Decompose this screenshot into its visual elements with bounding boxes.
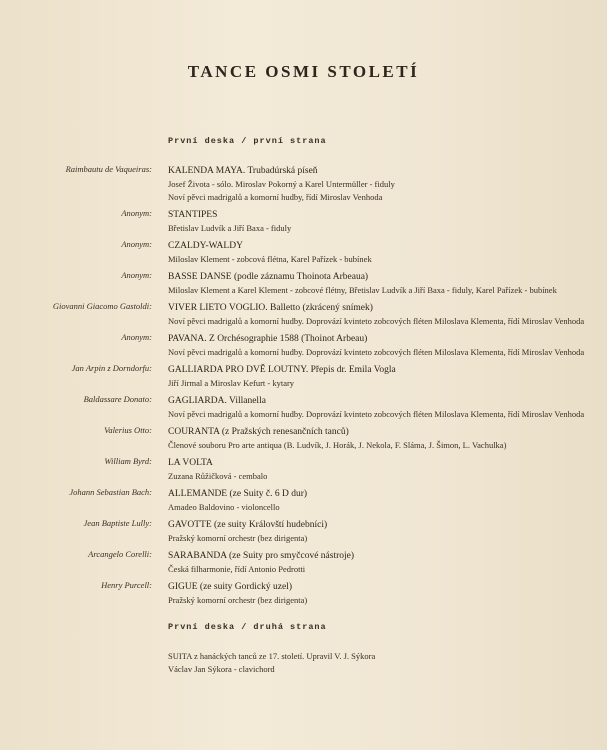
track-entry (0, 301, 607, 328)
track-performers: Noví pěvci madrigalů a komorní hudby. Doprovází kvinteto zobcových fléten Miloslava Klementa, řídí Miroslav Venhoda (168, 347, 585, 357)
track-details (168, 487, 588, 514)
track-work-title: COURANTA (z Pražských renesančních tanců) (168, 427, 349, 437)
track-performers: Noví pěvci madrigalů a komorní hudby, řídí Miroslav Venhoda (168, 192, 383, 202)
track-composer: William Byrd: (104, 456, 152, 466)
track-composer: Jean Baptiste Lully: (83, 518, 152, 528)
track-performers: Noví pěvci madrigalů a komorní hudby. Doprovází kvinteto zobcových fléten Miloslava Klementa, řídí Miroslav Venhoda (168, 316, 585, 326)
track-details (168, 332, 588, 359)
side2-work: SUITA z hanáckých tanců ze 17. století. Upravil V. J. Sýkora (168, 651, 376, 661)
track-composer: Arcangelo Corelli: (88, 549, 152, 559)
track-details (168, 425, 588, 452)
track-performers: Pražský komorní orchestr (bez dirigenta) (168, 533, 308, 543)
track-performers: Členové souboru Pro arte antiqua (B. Ludvík, J. Horák, J. Nekola, F. Sláma, J. Šimon, L. Vachulka) (168, 440, 507, 450)
track-work-title: GIGUE (ze suity Gordický uzel) (168, 582, 292, 592)
track-work-title: LA VOLTA (168, 458, 213, 468)
track-entry (0, 518, 607, 545)
track-composer: Valerius Otto: (104, 425, 152, 435)
track-details (168, 394, 588, 421)
track-entry (0, 394, 607, 421)
track-composer: Anonym: (121, 332, 152, 342)
track-entry (0, 425, 607, 452)
track-composer: Anonym: (121, 208, 152, 218)
track-details (168, 363, 588, 390)
track-performers: Pražský komorní orchestr (bez dirigenta) (168, 595, 308, 605)
track-entry (0, 239, 607, 266)
track-work-title: GALLIARDA PRO DVĚ LOUTNY. Přepis dr. Emila Vogla (168, 365, 396, 375)
track-details (168, 208, 588, 235)
track-composer: Johann Sebastian Bach: (69, 487, 152, 497)
track-performers: Noví pěvci madrigalů a komorní hudby. Doprovází kvinteto zobcových fléten Miloslava Klementa, řídí Miroslav Venhoda (168, 409, 585, 419)
side2-heading: První deska / druhá strana (168, 622, 327, 632)
track-entry (0, 332, 607, 359)
track-work-title: BASSE DANSE (podle záznamu Thoinota Arbeaua) (168, 272, 369, 282)
track-performers: Česká filharmonie, řídí Antonio Pedrotti (168, 564, 306, 574)
page-title: TANCE OSMI STOLETÍ (187, 62, 420, 81)
track-work-title: SARABANDA (ze Suity pro smyčcové nástroje) (168, 551, 355, 561)
track-performers: Břetislav Ludvík a Jiří Baxa - fiduly (168, 223, 292, 233)
track-performers: Jiří Jirmal a Miroslav Kefurt - kytary (168, 378, 295, 388)
track-details (168, 518, 588, 545)
side2-entry (168, 650, 588, 676)
track-composer: Baldassare Donato: (83, 394, 152, 404)
track-work-title: PAVANA. Z Orchésographie 1588 (Thoinot Arbeau) (168, 334, 368, 344)
track-composer: Anonym: (121, 239, 152, 249)
side1-heading: První deska / první strana (168, 136, 327, 146)
track-work-title: CZALDY-WALDY (168, 241, 243, 251)
track-composer: Anonym: (121, 270, 152, 280)
track-work-title: GAVOTTE (ze suity Královští hudebníci) (168, 520, 328, 530)
track-performers: Zuzana Růžičková - cembalo (168, 471, 268, 481)
track-work-title: ALLEMANDE (ze Suity č. 6 D dur) (168, 489, 308, 499)
side2-performer: Václav Jan Sýkora - clavichord (168, 664, 275, 674)
track-composer: Jan Arpin z Dorndorfu: (71, 363, 152, 373)
track-entry (0, 456, 607, 483)
track-composer: Giovanni Giacomo Gastoldi: (52, 301, 152, 311)
track-performers: Miloslav Klement a Karel Klement - zobcové flétny, Břetislav Ludvík a Jiří Baxa - fiduly, Karel Pařízek - bubínek (168, 285, 557, 295)
track-composer: Henry Purcell: (101, 580, 152, 590)
track-entry (0, 208, 607, 235)
track-entry (0, 549, 607, 576)
track-entry (0, 363, 607, 390)
track-entry (0, 164, 607, 204)
track-details (168, 549, 588, 576)
track-details (168, 270, 588, 297)
track-performers: Josef Života - sólo. Miroslav Pokorný a Karel Untermüller - fiduly (168, 179, 395, 189)
track-details (168, 301, 588, 328)
track-details (168, 239, 588, 266)
track-performers: Amadeo Baldovino - violoncello (168, 502, 280, 512)
track-details (168, 580, 588, 607)
track-work-title: STANTIPES (168, 210, 218, 220)
track-list (0, 164, 607, 611)
track-entry (0, 580, 607, 607)
track-work-title: VIVER LIETO VOGLIO. Balletto (zkrácený snímek) (168, 303, 373, 313)
track-work-title: KALENDA MAYA. Trubadúrská píseň (168, 166, 318, 176)
track-work-title: GAGLIARDA. Villanella (168, 396, 266, 406)
track-performers: Miloslav Klement - zobcová flétna, Karel Pařízek - bubínek (168, 254, 372, 264)
track-entry (0, 487, 607, 514)
track-details (168, 456, 588, 483)
track-composer: Raimbautu de Vaqueiras: (65, 164, 152, 174)
track-details (168, 164, 588, 204)
track-entry (0, 270, 607, 297)
